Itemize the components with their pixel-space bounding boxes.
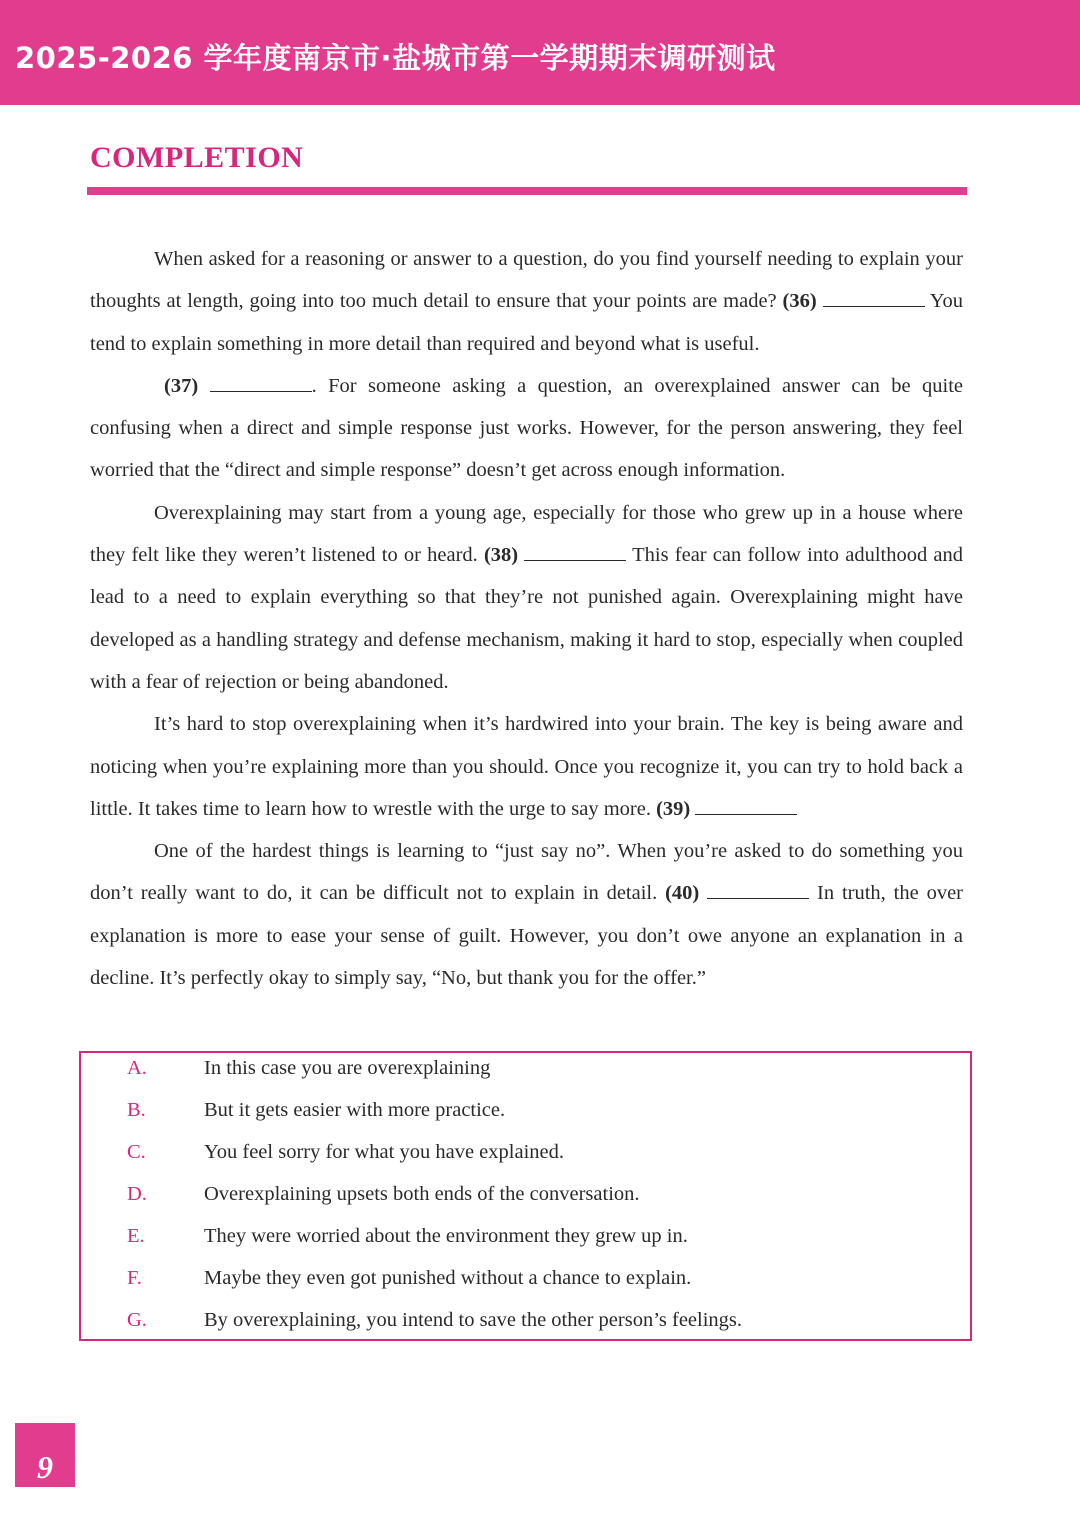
paragraph-text: It’s hard to stop overexplaining when it’s hardwired into your brain. The key is being aware and noticing when you’re explaining more than you should. Once you recognize it, you can try to hold back a little. It takes time to learn how to wrestle with the urge to say more. bbox=[90, 713, 963, 820]
option-text: By overexplaining, you intend to save the other person’s feelings. bbox=[204, 1309, 743, 1331]
paragraph-text: When asked for a reasoning or answer to a question, do you find yourself needing to explain your thoughts at length, going into too much detail to ensure that your points are made? bbox=[90, 248, 963, 313]
options-box bbox=[79, 1051, 972, 1341]
section-title: COMPLETION bbox=[90, 141, 304, 174]
paragraph-3 bbox=[90, 492, 963, 703]
paragraph-2 bbox=[90, 365, 963, 492]
page-number: 9 bbox=[37, 1449, 53, 1485]
option-text: You feel sorry for what you have explained. bbox=[204, 1141, 564, 1163]
passage bbox=[90, 238, 963, 999]
title-divider bbox=[87, 187, 967, 195]
option-letter: D. bbox=[127, 1183, 147, 1205]
answer-blank-40 bbox=[707, 882, 809, 899]
question-number-38: (38) bbox=[483, 544, 519, 567]
option-letter: C. bbox=[127, 1141, 146, 1163]
header-bar bbox=[0, 0, 1080, 105]
paragraph-1 bbox=[90, 238, 963, 365]
answer-blank-37 bbox=[210, 375, 312, 392]
option-text: Maybe they even got punished without a chance to explain. bbox=[204, 1267, 692, 1289]
option-text: Overexplaining upsets both ends of the conversation. bbox=[204, 1183, 640, 1205]
option-letter: G. bbox=[127, 1309, 147, 1331]
paragraph-4 bbox=[90, 703, 963, 830]
paragraph-5 bbox=[90, 830, 963, 999]
option-b bbox=[81, 1089, 970, 1131]
option-f bbox=[81, 1257, 970, 1299]
option-g bbox=[81, 1299, 970, 1341]
paragraph-text: . For someone asking a question, an overexplained answer can be quite confusing when a direct and simple response just works. However, for the person answering, they feel worried that the “direct and simple response” doesn’t get across enough information. bbox=[90, 374, 963, 482]
option-c bbox=[81, 1131, 970, 1173]
option-letter: E. bbox=[127, 1225, 145, 1247]
question-number-37: (37) bbox=[164, 374, 199, 397]
question-number-40: (40) bbox=[665, 882, 700, 905]
answer-blank-36 bbox=[823, 290, 925, 307]
option-letter: B. bbox=[127, 1099, 146, 1121]
question-number-36: (36) bbox=[782, 290, 817, 313]
option-text: In this case you are overexplaining bbox=[204, 1057, 491, 1079]
header-title: 2025-2026 学年度南京市·盐城市第一学期期末调研测试 bbox=[15, 41, 776, 75]
option-text: They were worried about the environment they grew up in. bbox=[204, 1225, 688, 1247]
page-number-badge bbox=[15, 1423, 75, 1487]
answer-blank-38 bbox=[524, 544, 626, 561]
paragraph-text: Overexplaining may start from a young age, especially for those who grew up in a house where they felt like they weren’t listened to or heard. bbox=[90, 501, 963, 567]
option-d bbox=[81, 1173, 970, 1215]
paragraph-text: One of the hardest things is learning to “just say no”. When you’re asked to do something you don’t really want to do, it can be difficult not to explain in detail. bbox=[90, 840, 963, 905]
paragraph-text: You tend to explain something in more detail than required and beyond what is useful. bbox=[90, 290, 964, 355]
option-a bbox=[81, 1047, 970, 1089]
option-text: But it gets easier with more practice. bbox=[204, 1099, 506, 1121]
paragraph-text: This fear can follow into adulthood and lead to a need to explain everything so that they’re not punished again. Overexplaining might have developed as a handling strategy and defense mechanism, making it hard to stop, especially when coupled with a fear of rejection or being abandoned. bbox=[90, 544, 963, 693]
option-letter: A. bbox=[127, 1057, 147, 1079]
paragraph-text: In truth, the over explanation is more to ease your sense of guilt. However, you don’t owe anyone an explanation in a decline. It’s perfectly okay to simply say, “No, but thank you for the offer.” bbox=[90, 882, 963, 990]
option-letter: F. bbox=[127, 1267, 142, 1289]
question-number-39: (39) bbox=[656, 797, 691, 820]
answer-blank-39 bbox=[695, 798, 797, 815]
option-e bbox=[81, 1215, 970, 1257]
